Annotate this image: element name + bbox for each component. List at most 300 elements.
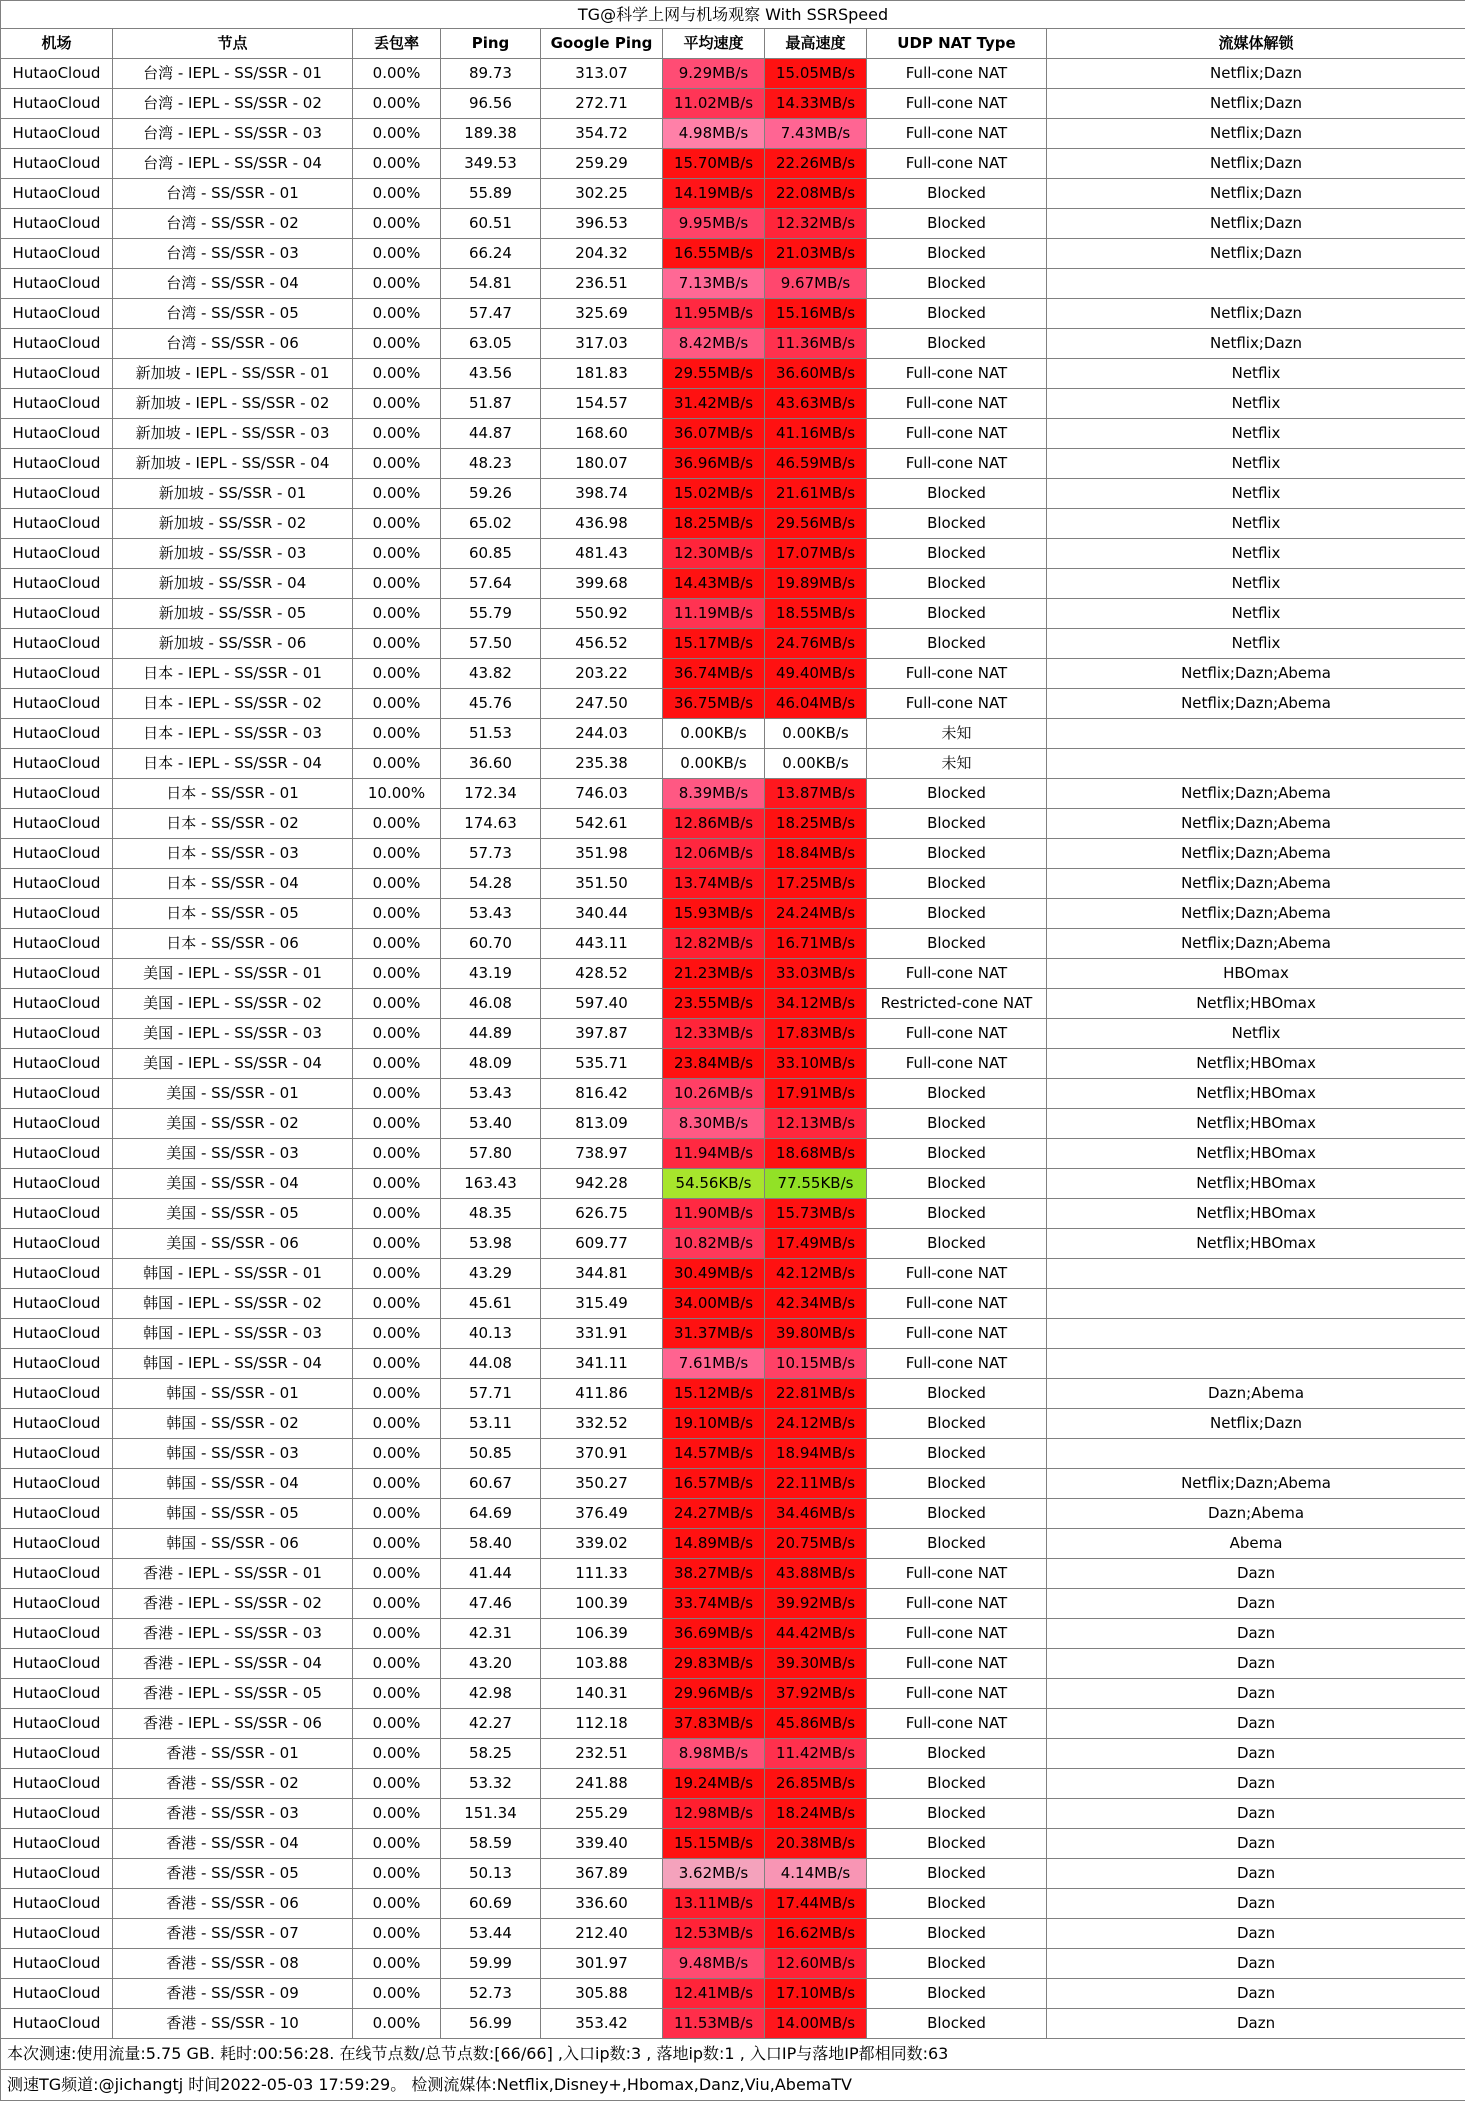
node-cell: 日本 - SS/SSR - 04: [113, 869, 353, 899]
ping-cell: 172.34: [441, 779, 541, 809]
max-speed-cell: 20.75MB/s: [765, 1529, 867, 1559]
ping-cell: 53.32: [441, 1769, 541, 1799]
avg-speed-cell: 23.55MB/s: [663, 989, 765, 1019]
column-header-loss: 丢包率: [353, 29, 441, 59]
media-cell: Dazn: [1047, 1679, 1465, 1709]
loss-cell: 0.00%: [353, 1289, 441, 1319]
max-speed-cell: 24.24MB/s: [765, 899, 867, 929]
nat-cell: Full-cone NAT: [867, 389, 1047, 419]
ping-cell: 60.70: [441, 929, 541, 959]
loss-cell: 0.00%: [353, 1169, 441, 1199]
avg-speed-cell: 0.00KB/s: [663, 719, 765, 749]
ping-cell: 43.19: [441, 959, 541, 989]
google-ping-cell: 301.97: [541, 1949, 663, 1979]
table-row: [1, 1109, 1465, 1139]
loss-cell: 0.00%: [353, 1139, 441, 1169]
table-row: [1, 1979, 1465, 2009]
avg-speed-cell: 29.83MB/s: [663, 1649, 765, 1679]
table-row: [1, 1439, 1465, 1469]
node-cell: 新加坡 - IEPL - SS/SSR - 02: [113, 389, 353, 419]
airport-cell: HutaoCloud: [1, 299, 113, 329]
avg-speed-cell: 8.30MB/s: [663, 1109, 765, 1139]
table-row: [1, 149, 1465, 179]
avg-speed-cell: 36.69MB/s: [663, 1619, 765, 1649]
nat-cell: Full-cone NAT: [867, 119, 1047, 149]
node-cell: 香港 - SS/SSR - 09: [113, 1979, 353, 2009]
nat-cell: Blocked: [867, 899, 1047, 929]
media-cell: Netflix;Dazn;Abema: [1047, 929, 1465, 959]
nat-cell: Blocked: [867, 1529, 1047, 1559]
node-cell: 香港 - SS/SSR - 01: [113, 1739, 353, 1769]
max-speed-cell: 18.84MB/s: [765, 839, 867, 869]
max-speed-cell: 7.43MB/s: [765, 119, 867, 149]
airport-cell: HutaoCloud: [1, 1139, 113, 1169]
google-ping-cell: 241.88: [541, 1769, 663, 1799]
airport-cell: HutaoCloud: [1, 899, 113, 929]
avg-speed-cell: 12.82MB/s: [663, 929, 765, 959]
media-cell: Dazn: [1047, 1559, 1465, 1589]
ping-cell: 63.05: [441, 329, 541, 359]
airport-cell: HutaoCloud: [1, 1589, 113, 1619]
airport-cell: HutaoCloud: [1, 629, 113, 659]
airport-cell: HutaoCloud: [1, 569, 113, 599]
ping-cell: 48.23: [441, 449, 541, 479]
ping-cell: 36.60: [441, 749, 541, 779]
nat-cell: 未知: [867, 749, 1047, 779]
airport-cell: HutaoCloud: [1, 1949, 113, 1979]
table-row: [1, 119, 1465, 149]
ping-cell: 53.40: [441, 1109, 541, 1139]
max-speed-cell: 17.83MB/s: [765, 1019, 867, 1049]
media-cell: Netflix;Dazn;Abema: [1047, 689, 1465, 719]
ping-cell: 54.81: [441, 269, 541, 299]
loss-cell: 0.00%: [353, 269, 441, 299]
airport-cell: HutaoCloud: [1, 1919, 113, 1949]
ping-cell: 43.29: [441, 1259, 541, 1289]
airport-cell: HutaoCloud: [1, 209, 113, 239]
max-speed-cell: 17.44MB/s: [765, 1889, 867, 1919]
nat-cell: Blocked: [867, 839, 1047, 869]
loss-cell: 0.00%: [353, 1829, 441, 1859]
google-ping-cell: 247.50: [541, 689, 663, 719]
loss-cell: 0.00%: [353, 839, 441, 869]
max-speed-cell: 46.04MB/s: [765, 689, 867, 719]
node-cell: 美国 - SS/SSR - 01: [113, 1079, 353, 1109]
airport-cell: HutaoCloud: [1, 539, 113, 569]
column-header-airport: 机场: [1, 29, 113, 59]
media-cell: Netflix: [1047, 629, 1465, 659]
loss-cell: 10.00%: [353, 779, 441, 809]
google-ping-cell: 399.68: [541, 569, 663, 599]
ping-cell: 43.82: [441, 659, 541, 689]
media-cell: Dazn: [1047, 1799, 1465, 1829]
table-row: [1, 1049, 1465, 1079]
ping-cell: 42.31: [441, 1619, 541, 1649]
nat-cell: Blocked: [867, 209, 1047, 239]
avg-speed-cell: 34.00MB/s: [663, 1289, 765, 1319]
ping-cell: 58.25: [441, 1739, 541, 1769]
table-row: [1, 1649, 1465, 1679]
ping-cell: 163.43: [441, 1169, 541, 1199]
media-cell: Dazn: [1047, 1889, 1465, 1919]
table-row: [1, 1859, 1465, 1889]
table-row: [1, 1289, 1465, 1319]
max-speed-cell: 19.89MB/s: [765, 569, 867, 599]
table-row: [1, 1409, 1465, 1439]
loss-cell: 0.00%: [353, 869, 441, 899]
nat-cell: Full-cone NAT: [867, 1289, 1047, 1319]
google-ping-cell: 428.52: [541, 959, 663, 989]
google-ping-cell: 244.03: [541, 719, 663, 749]
table-row: [1, 899, 1465, 929]
google-ping-cell: 456.52: [541, 629, 663, 659]
channel-text: 测速TG频道:@jichangtj 时间2022-05-03 17:59:29。 检测流媒体:Netflix,Disney+,Hbomax,Danz,Viu,AbemaTV: [1, 2070, 1465, 2101]
nat-cell: Full-cone NAT: [867, 359, 1047, 389]
airport-cell: HutaoCloud: [1, 809, 113, 839]
nat-cell: Blocked: [867, 809, 1047, 839]
loss-cell: 0.00%: [353, 629, 441, 659]
avg-speed-cell: 7.13MB/s: [663, 269, 765, 299]
nat-cell: Blocked: [867, 1829, 1047, 1859]
avg-speed-cell: 16.57MB/s: [663, 1469, 765, 1499]
max-speed-cell: 17.25MB/s: [765, 869, 867, 899]
google-ping-cell: 203.22: [541, 659, 663, 689]
airport-cell: HutaoCloud: [1, 1559, 113, 1589]
media-cell: Netflix;Dazn: [1047, 119, 1465, 149]
max-speed-cell: 11.42MB/s: [765, 1739, 867, 1769]
max-speed-cell: 45.86MB/s: [765, 1709, 867, 1739]
ping-cell: 65.02: [441, 509, 541, 539]
max-speed-cell: 12.60MB/s: [765, 1949, 867, 1979]
node-cell: 新加坡 - SS/SSR - 03: [113, 539, 353, 569]
max-speed-cell: 17.10MB/s: [765, 1979, 867, 2009]
avg-speed-cell: 11.90MB/s: [663, 1199, 765, 1229]
node-cell: 韩国 - IEPL - SS/SSR - 02: [113, 1289, 353, 1319]
table-row: [1, 389, 1465, 419]
google-ping-cell: 236.51: [541, 269, 663, 299]
table-row: [1, 1469, 1465, 1499]
media-cell: Netflix;Dazn;Abema: [1047, 809, 1465, 839]
airport-cell: HutaoCloud: [1, 119, 113, 149]
nat-cell: Blocked: [867, 1889, 1047, 1919]
max-speed-cell: 16.71MB/s: [765, 929, 867, 959]
nat-cell: Blocked: [867, 179, 1047, 209]
loss-cell: 0.00%: [353, 1559, 441, 1589]
ping-cell: 44.89: [441, 1019, 541, 1049]
node-cell: 台湾 - SS/SSR - 01: [113, 179, 353, 209]
media-cell: Netflix;HBOmax: [1047, 1109, 1465, 1139]
google-ping-cell: 235.38: [541, 749, 663, 779]
nat-cell: Full-cone NAT: [867, 1319, 1047, 1349]
max-speed-cell: 21.61MB/s: [765, 479, 867, 509]
nat-cell: Blocked: [867, 1469, 1047, 1499]
loss-cell: 0.00%: [353, 1649, 441, 1679]
table-row: [1, 269, 1465, 299]
avg-speed-cell: 36.74MB/s: [663, 659, 765, 689]
avg-speed-cell: 15.12MB/s: [663, 1379, 765, 1409]
nat-cell: Blocked: [867, 1769, 1047, 1799]
table-row: [1, 1379, 1465, 1409]
node-cell: 美国 - IEPL - SS/SSR - 02: [113, 989, 353, 1019]
max-speed-cell: 41.16MB/s: [765, 419, 867, 449]
avg-speed-cell: 4.98MB/s: [663, 119, 765, 149]
node-cell: 日本 - SS/SSR - 01: [113, 779, 353, 809]
avg-speed-cell: 11.19MB/s: [663, 599, 765, 629]
nat-cell: Blocked: [867, 539, 1047, 569]
loss-cell: 0.00%: [353, 419, 441, 449]
media-cell: Netflix;Dazn;Abema: [1047, 659, 1465, 689]
loss-cell: 0.00%: [353, 329, 441, 359]
airport-cell: HutaoCloud: [1, 329, 113, 359]
media-cell: Netflix;HBOmax: [1047, 1199, 1465, 1229]
loss-cell: 0.00%: [353, 209, 441, 239]
airport-cell: HutaoCloud: [1, 599, 113, 629]
node-cell: 美国 - SS/SSR - 04: [113, 1169, 353, 1199]
node-cell: 台湾 - SS/SSR - 06: [113, 329, 353, 359]
title-row: [1, 1, 1465, 29]
table-row: [1, 989, 1465, 1019]
google-ping-cell: 259.29: [541, 149, 663, 179]
loss-cell: 0.00%: [353, 539, 441, 569]
media-cell: Netflix;Dazn;Abema: [1047, 839, 1465, 869]
node-cell: 美国 - SS/SSR - 05: [113, 1199, 353, 1229]
node-cell: 新加坡 - SS/SSR - 01: [113, 479, 353, 509]
avg-speed-cell: 14.19MB/s: [663, 179, 765, 209]
ping-cell: 54.28: [441, 869, 541, 899]
table-row: [1, 1529, 1465, 1559]
node-cell: 韩国 - SS/SSR - 04: [113, 1469, 353, 1499]
table-row: [1, 539, 1465, 569]
ping-cell: 43.20: [441, 1649, 541, 1679]
media-cell: Netflix;Dazn;Abema: [1047, 899, 1465, 929]
nat-cell: Full-cone NAT: [867, 1559, 1047, 1589]
node-cell: 台湾 - SS/SSR - 02: [113, 209, 353, 239]
media-cell: Netflix;Dazn: [1047, 239, 1465, 269]
avg-speed-cell: 33.74MB/s: [663, 1589, 765, 1619]
nat-cell: Full-cone NAT: [867, 59, 1047, 89]
airport-cell: HutaoCloud: [1, 449, 113, 479]
avg-speed-cell: 14.89MB/s: [663, 1529, 765, 1559]
table-row: [1, 1499, 1465, 1529]
node-cell: 新加坡 - SS/SSR - 05: [113, 599, 353, 629]
airport-cell: HutaoCloud: [1, 1829, 113, 1859]
nat-cell: Full-cone NAT: [867, 1349, 1047, 1379]
google-ping-cell: 813.09: [541, 1109, 663, 1139]
loss-cell: 0.00%: [353, 179, 441, 209]
airport-cell: HutaoCloud: [1, 1739, 113, 1769]
max-speed-cell: 43.63MB/s: [765, 389, 867, 419]
nat-cell: Blocked: [867, 2009, 1047, 2039]
nat-cell: Blocked: [867, 1409, 1047, 1439]
ping-cell: 52.73: [441, 1979, 541, 2009]
nat-cell: Full-cone NAT: [867, 689, 1047, 719]
google-ping-cell: 255.29: [541, 1799, 663, 1829]
node-cell: 新加坡 - SS/SSR - 04: [113, 569, 353, 599]
ping-cell: 51.87: [441, 389, 541, 419]
table-row: [1, 1229, 1465, 1259]
node-cell: 新加坡 - SS/SSR - 06: [113, 629, 353, 659]
airport-cell: HutaoCloud: [1, 1079, 113, 1109]
table-row: [1, 1619, 1465, 1649]
node-cell: 日本 - SS/SSR - 06: [113, 929, 353, 959]
airport-cell: HutaoCloud: [1, 1439, 113, 1469]
media-cell: Netflix;HBOmax: [1047, 1139, 1465, 1169]
media-cell: Netflix: [1047, 389, 1465, 419]
airport-cell: HutaoCloud: [1, 419, 113, 449]
google-ping-cell: 370.91: [541, 1439, 663, 1469]
media-cell: Dazn: [1047, 1739, 1465, 1769]
nat-cell: Blocked: [867, 509, 1047, 539]
ping-cell: 64.69: [441, 1499, 541, 1529]
table-row: [1, 1919, 1465, 1949]
nat-cell: Full-cone NAT: [867, 1619, 1047, 1649]
avg-speed-cell: 31.37MB/s: [663, 1319, 765, 1349]
node-cell: 香港 - SS/SSR - 07: [113, 1919, 353, 1949]
nat-cell: Blocked: [867, 269, 1047, 299]
google-ping-cell: 542.61: [541, 809, 663, 839]
loss-cell: 0.00%: [353, 1709, 441, 1739]
google-ping-cell: 397.87: [541, 1019, 663, 1049]
avg-speed-cell: 7.61MB/s: [663, 1349, 765, 1379]
media-cell: Netflix;Dazn: [1047, 1409, 1465, 1439]
ping-cell: 60.67: [441, 1469, 541, 1499]
loss-cell: 0.00%: [353, 1739, 441, 1769]
google-ping-cell: 204.32: [541, 239, 663, 269]
media-cell: Dazn;Abema: [1047, 1379, 1465, 1409]
nat-cell: Blocked: [867, 929, 1047, 959]
avg-speed-cell: 12.30MB/s: [663, 539, 765, 569]
nat-cell: Blocked: [867, 299, 1047, 329]
airport-cell: HutaoCloud: [1, 89, 113, 119]
table-row: [1, 959, 1465, 989]
max-speed-cell: 14.00MB/s: [765, 2009, 867, 2039]
google-ping-cell: 140.31: [541, 1679, 663, 1709]
max-speed-cell: 15.73MB/s: [765, 1199, 867, 1229]
google-ping-cell: 313.07: [541, 59, 663, 89]
media-cell: Netflix;HBOmax: [1047, 1229, 1465, 1259]
avg-speed-cell: 18.25MB/s: [663, 509, 765, 539]
loss-cell: 0.00%: [353, 1679, 441, 1709]
media-cell: Dazn: [1047, 2009, 1465, 2039]
ping-cell: 57.80: [441, 1139, 541, 1169]
ping-cell: 53.44: [441, 1919, 541, 1949]
max-speed-cell: 20.38MB/s: [765, 1829, 867, 1859]
table-row: [1, 89, 1465, 119]
ping-cell: 53.98: [441, 1229, 541, 1259]
node-cell: 香港 - SS/SSR - 05: [113, 1859, 353, 1889]
column-header-avg-speed: 平均速度: [663, 29, 765, 59]
ping-cell: 53.11: [441, 1409, 541, 1439]
loss-cell: 0.00%: [353, 719, 441, 749]
node-cell: 日本 - SS/SSR - 03: [113, 839, 353, 869]
airport-cell: HutaoCloud: [1, 1199, 113, 1229]
ping-cell: 55.89: [441, 179, 541, 209]
loss-cell: 0.00%: [353, 149, 441, 179]
node-cell: 日本 - SS/SSR - 05: [113, 899, 353, 929]
google-ping-cell: 535.71: [541, 1049, 663, 1079]
loss-cell: 0.00%: [353, 1589, 441, 1619]
max-speed-cell: 33.03MB/s: [765, 959, 867, 989]
airport-cell: HutaoCloud: [1, 1889, 113, 1919]
max-speed-cell: 9.67MB/s: [765, 269, 867, 299]
node-cell: 韩国 - SS/SSR - 01: [113, 1379, 353, 1409]
airport-cell: HutaoCloud: [1, 959, 113, 989]
airport-cell: HutaoCloud: [1, 1769, 113, 1799]
airport-cell: HutaoCloud: [1, 1289, 113, 1319]
google-ping-cell: 103.88: [541, 1649, 663, 1679]
media-cell: Netflix;Dazn;Abema: [1047, 869, 1465, 899]
google-ping-cell: 315.49: [541, 1289, 663, 1319]
summary-text: 本次测速:使用流量:5.75 GB. 耗时:00:56:28. 在线节点数/总节点数:[66/66] ,入口ip数:3 , 落地ip数:1 , 入口IP与落地IP都相同数:63: [1, 2039, 1465, 2070]
nat-cell: Blocked: [867, 869, 1047, 899]
media-cell: [1047, 749, 1465, 779]
avg-speed-cell: 12.53MB/s: [663, 1919, 765, 1949]
loss-cell: 0.00%: [353, 359, 441, 389]
node-cell: 韩国 - IEPL - SS/SSR - 04: [113, 1349, 353, 1379]
max-speed-cell: 24.12MB/s: [765, 1409, 867, 1439]
avg-speed-cell: 21.23MB/s: [663, 959, 765, 989]
nat-cell: Blocked: [867, 329, 1047, 359]
max-speed-cell: 37.92MB/s: [765, 1679, 867, 1709]
airport-cell: HutaoCloud: [1, 1499, 113, 1529]
avg-speed-cell: 36.07MB/s: [663, 419, 765, 449]
table-row: [1, 1079, 1465, 1109]
node-cell: 韩国 - IEPL - SS/SSR - 03: [113, 1319, 353, 1349]
loss-cell: 0.00%: [353, 2009, 441, 2039]
node-cell: 台湾 - IEPL - SS/SSR - 02: [113, 89, 353, 119]
ping-cell: 46.08: [441, 989, 541, 1019]
airport-cell: HutaoCloud: [1, 719, 113, 749]
google-ping-cell: 181.83: [541, 359, 663, 389]
avg-speed-cell: 29.55MB/s: [663, 359, 765, 389]
avg-speed-cell: 8.39MB/s: [663, 779, 765, 809]
ping-cell: 42.98: [441, 1679, 541, 1709]
table-row: [1, 479, 1465, 509]
table-row: [1, 1889, 1465, 1919]
media-cell: Netflix;HBOmax: [1047, 1049, 1465, 1079]
node-cell: 日本 - IEPL - SS/SSR - 01: [113, 659, 353, 689]
avg-speed-cell: 30.49MB/s: [663, 1259, 765, 1289]
loss-cell: 0.00%: [353, 1529, 441, 1559]
loss-cell: 0.00%: [353, 1259, 441, 1289]
airport-cell: HutaoCloud: [1, 839, 113, 869]
nat-cell: Blocked: [867, 1859, 1047, 1889]
ping-cell: 59.99: [441, 1949, 541, 1979]
ping-cell: 55.79: [441, 599, 541, 629]
node-cell: 韩国 - IEPL - SS/SSR - 01: [113, 1259, 353, 1289]
loss-cell: 0.00%: [353, 1979, 441, 2009]
airport-cell: HutaoCloud: [1, 509, 113, 539]
avg-speed-cell: 8.42MB/s: [663, 329, 765, 359]
ping-cell: 151.34: [441, 1799, 541, 1829]
airport-cell: HutaoCloud: [1, 1529, 113, 1559]
loss-cell: 0.00%: [353, 569, 441, 599]
table-row: [1, 629, 1465, 659]
max-speed-cell: 15.05MB/s: [765, 59, 867, 89]
table-row: [1, 1139, 1465, 1169]
table-row: [1, 599, 1465, 629]
avg-speed-cell: 14.57MB/s: [663, 1439, 765, 1469]
nat-cell: 未知: [867, 719, 1047, 749]
node-cell: 台湾 - IEPL - SS/SSR - 01: [113, 59, 353, 89]
airport-cell: HutaoCloud: [1, 689, 113, 719]
table-row: [1, 689, 1465, 719]
ping-cell: 57.73: [441, 839, 541, 869]
node-cell: 香港 - IEPL - SS/SSR - 01: [113, 1559, 353, 1589]
google-ping-cell: 597.40: [541, 989, 663, 1019]
google-ping-cell: 376.49: [541, 1499, 663, 1529]
google-ping-cell: 180.07: [541, 449, 663, 479]
